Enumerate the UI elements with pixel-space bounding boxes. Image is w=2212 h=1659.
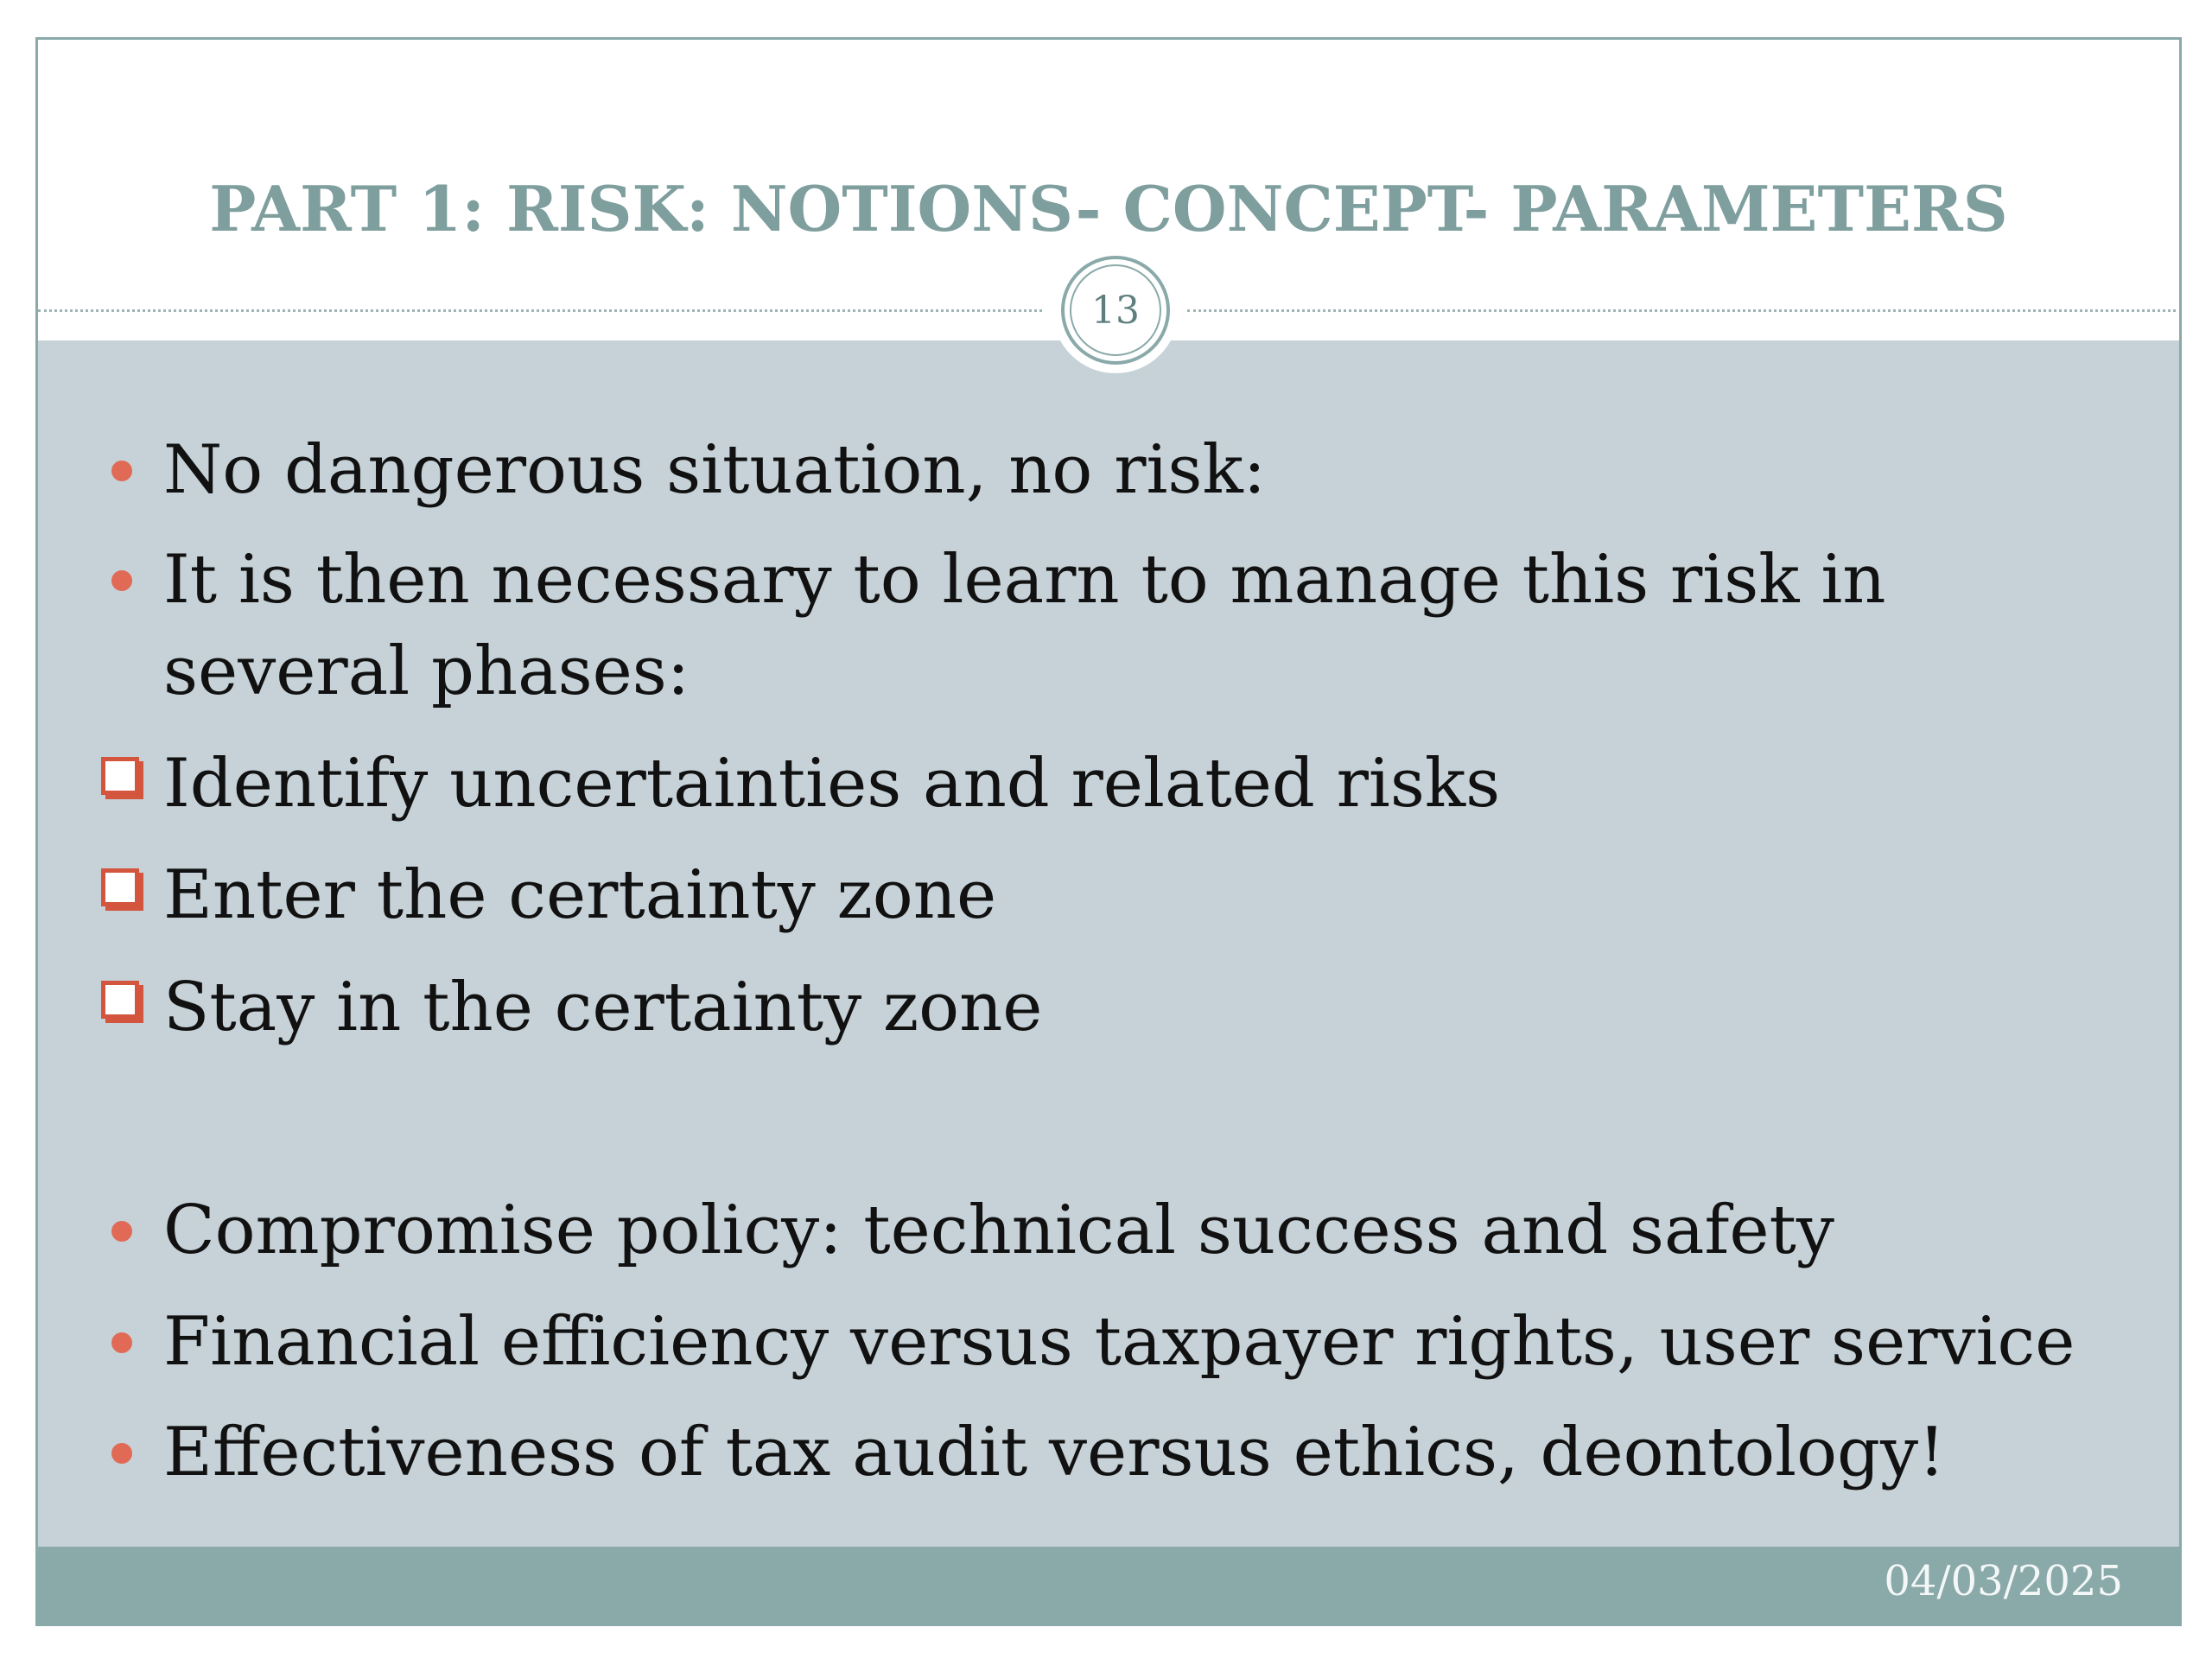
- checkbox-icon: [101, 981, 139, 1019]
- slide-date: 04/03/2025: [1884, 1557, 2123, 1605]
- bullet-dot-icon: [111, 1332, 132, 1353]
- page-number: 13: [1070, 264, 1161, 356]
- list-item: [163, 424, 2151, 516]
- list-item: [163, 1407, 2151, 1498]
- list-item: [163, 534, 2151, 717]
- bullet-dot-icon: [111, 570, 132, 591]
- list-item: [163, 738, 2151, 830]
- list-item-text: It is then necessary to learn to manage this risk in several phases:: [163, 541, 1886, 710]
- list-item-text: Effectiveness of tax audit versus ethics, deontology!: [163, 1414, 1946, 1491]
- list-item-text: Stay in the certainty zone: [163, 969, 1043, 1046]
- slide-content: [38, 40, 2179, 1624]
- slide-footer: [38, 1547, 2179, 1624]
- list-item-text: No dangerous situation, no risk:: [163, 431, 1266, 509]
- list-item: [163, 1185, 2151, 1276]
- list-item: [163, 962, 2151, 1053]
- checkbox-icon: [101, 868, 139, 906]
- list-item-text: Financial efficiency versus taxpayer rights, user service: [163, 1303, 2075, 1381]
- checkbox-icon: [101, 757, 139, 795]
- list-item-text: Identify uncertainties and related risks: [163, 745, 1501, 823]
- slide: [35, 37, 2182, 1626]
- list-item-text: Enter the certainty zone: [163, 856, 997, 934]
- list-item-text: Compromise policy: technical success and safety: [163, 1192, 1834, 1269]
- bullet-dot-icon: [111, 1221, 132, 1242]
- bullet-dot-icon: [111, 1443, 132, 1464]
- list-item: [163, 1296, 2151, 1388]
- list-item: [163, 849, 2151, 941]
- bullet-dot-icon: [111, 461, 132, 481]
- slide-title: PART 1: RISK: NOTIONS- CONCEPT- PARAMETERS: [209, 172, 2008, 245]
